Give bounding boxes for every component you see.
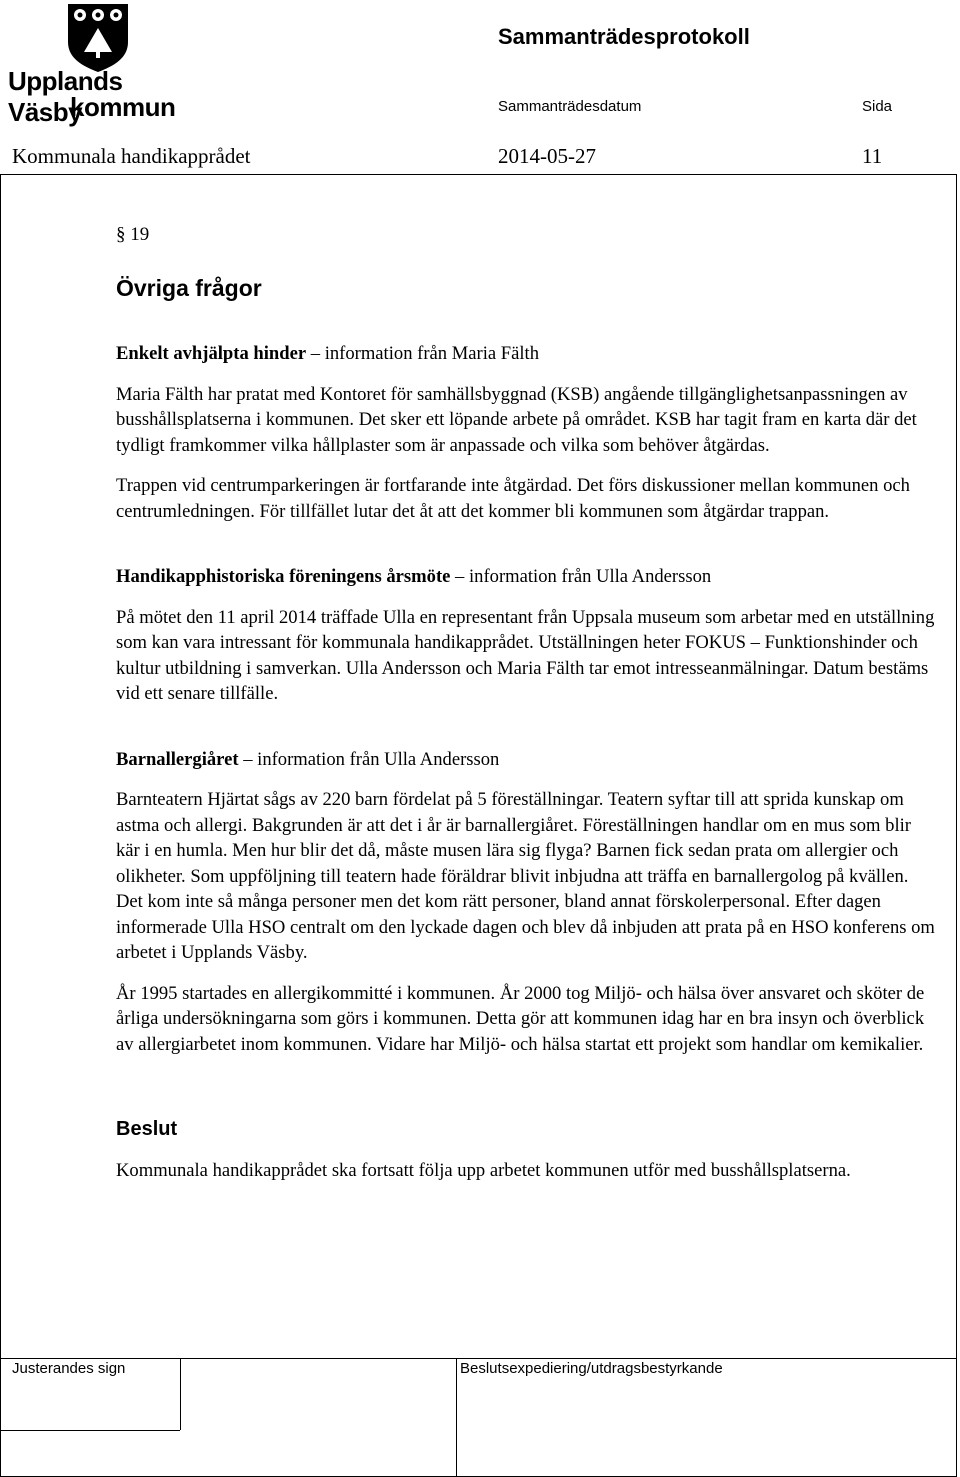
topic-title: Handikapphistoriska föreningens årsmöte <box>116 566 451 587</box>
justerandes-sign-label: Justerandes sign <box>12 1360 126 1377</box>
decision-heading: Beslut <box>116 1118 178 1140</box>
document-type: Sammanträdesprotokoll <box>498 24 750 49</box>
paragraph: På mötet den 11 april 2014 träffade Ulla en representant från Uppsala museum som arbetar med en utställning som kan vara intressant för kommunala handikapprådet. Utställningen heter FOKUS – Funktionshinder och kultur utbildning i samverkan. Ulla Andersson och Maria Fälth tar emot intresseanmälningar. Datum bestäms vid ett senare tillfälle. <box>116 606 935 704</box>
topic-subtitle: – information från Maria Fälth <box>306 343 539 364</box>
section-title: Övriga frågor <box>116 274 262 301</box>
beslutsexpediering-label: Beslutsexpediering/utdragsbestyrkande <box>460 1360 723 1377</box>
municipality-logo <box>8 2 188 127</box>
footer-divider <box>0 1358 957 1359</box>
section-content <box>116 190 936 1183</box>
topic-heading <box>116 341 936 367</box>
topic-title: Enkelt avhjälpta hinder <box>116 343 307 364</box>
paragraph: År 1995 startades en allergikommitté i kommunen. År 2000 tog Miljö- och hälsa över ansvaret och sköter de årliga undersökningarna som görs i kommunen. Detta gör att kommunen idag har en bra insyn och överblick av allergiarbetet inom kommunen. Vidare har Miljö- och hälsa startat ett projekt som handlar om kemikalier. <box>116 982 925 1055</box>
section-number: § 19 <box>116 224 150 245</box>
organ-name: Kommunala handikapprådet <box>12 144 251 168</box>
paragraph: Trappen vid centrumparkeringen är fortfarande inte åtgärdad. Det förs diskussioner mellan kommunen och centrumledningen. För tillfället lutar det åt att det kommer bli kommunen som åtgärdar trappan. <box>116 475 910 522</box>
topic-title: Barnallergiåret <box>116 748 239 770</box>
paragraph: Barnteatern Hjärtat sågs av 220 barn fördelat på 5 föreställningar. Teatern syftar till att sprida kunskap om astma och allergi. Bakgrunden är att det i år är barnallergiåret. Föreställningen handlar om en mus som blir kär i en humla. Men hur blir det då, måste musen lära sig flyga? Barnen fick sedan prata om allergier och olikheter. Som uppföljning till teatern hade föräldrar blivit inbjudna att träffa en barnallergolog på kvällen. Det kom inte så många personer men det kom rätt personer, bland annat förskolerpersonal. Efter dagen informerade Ulla HSO centralt om den lyckade dagen och blev då inbjuden att prata på en HSO konferens om arbetet i Upplands Väsby. <box>116 789 935 963</box>
topic-subtitle: – information från Ulla Andersson <box>450 566 712 587</box>
logo-line-1: Upplands Väsby <box>8 66 123 127</box>
topic-heading <box>116 747 936 773</box>
page-number: 11 <box>862 144 883 168</box>
topic-heading <box>116 564 936 590</box>
topic-subtitle: – information från Ulla Andersson <box>238 748 500 770</box>
paragraph: Maria Fälth har pratat med Kontoret för samhällsbyggnad (KSB) angående tillgänglighetsanpassningen av busshållsplatserna i kommunen. Det sker ett löpande arbete på området. KSB har tagit fram en karta där det tydligt framkommer vilka hållplaster som är anpassade och vilka som behöver åtgärdas. <box>116 383 917 456</box>
decision-text: Kommunala handikapprådet ska fortsatt följa upp arbetet kommunen utför med busshållsplatserna. <box>116 1159 851 1181</box>
page-label: Sida <box>862 98 893 115</box>
footer-separator <box>180 1358 181 1430</box>
logo-line-2: kommun <box>70 92 176 122</box>
footer-sign-box-bottom <box>0 1430 180 1431</box>
footer-separator <box>456 1358 457 1477</box>
meeting-date: 2014-05-27 <box>498 144 596 168</box>
date-label: Sammanträdesdatum <box>498 98 642 115</box>
